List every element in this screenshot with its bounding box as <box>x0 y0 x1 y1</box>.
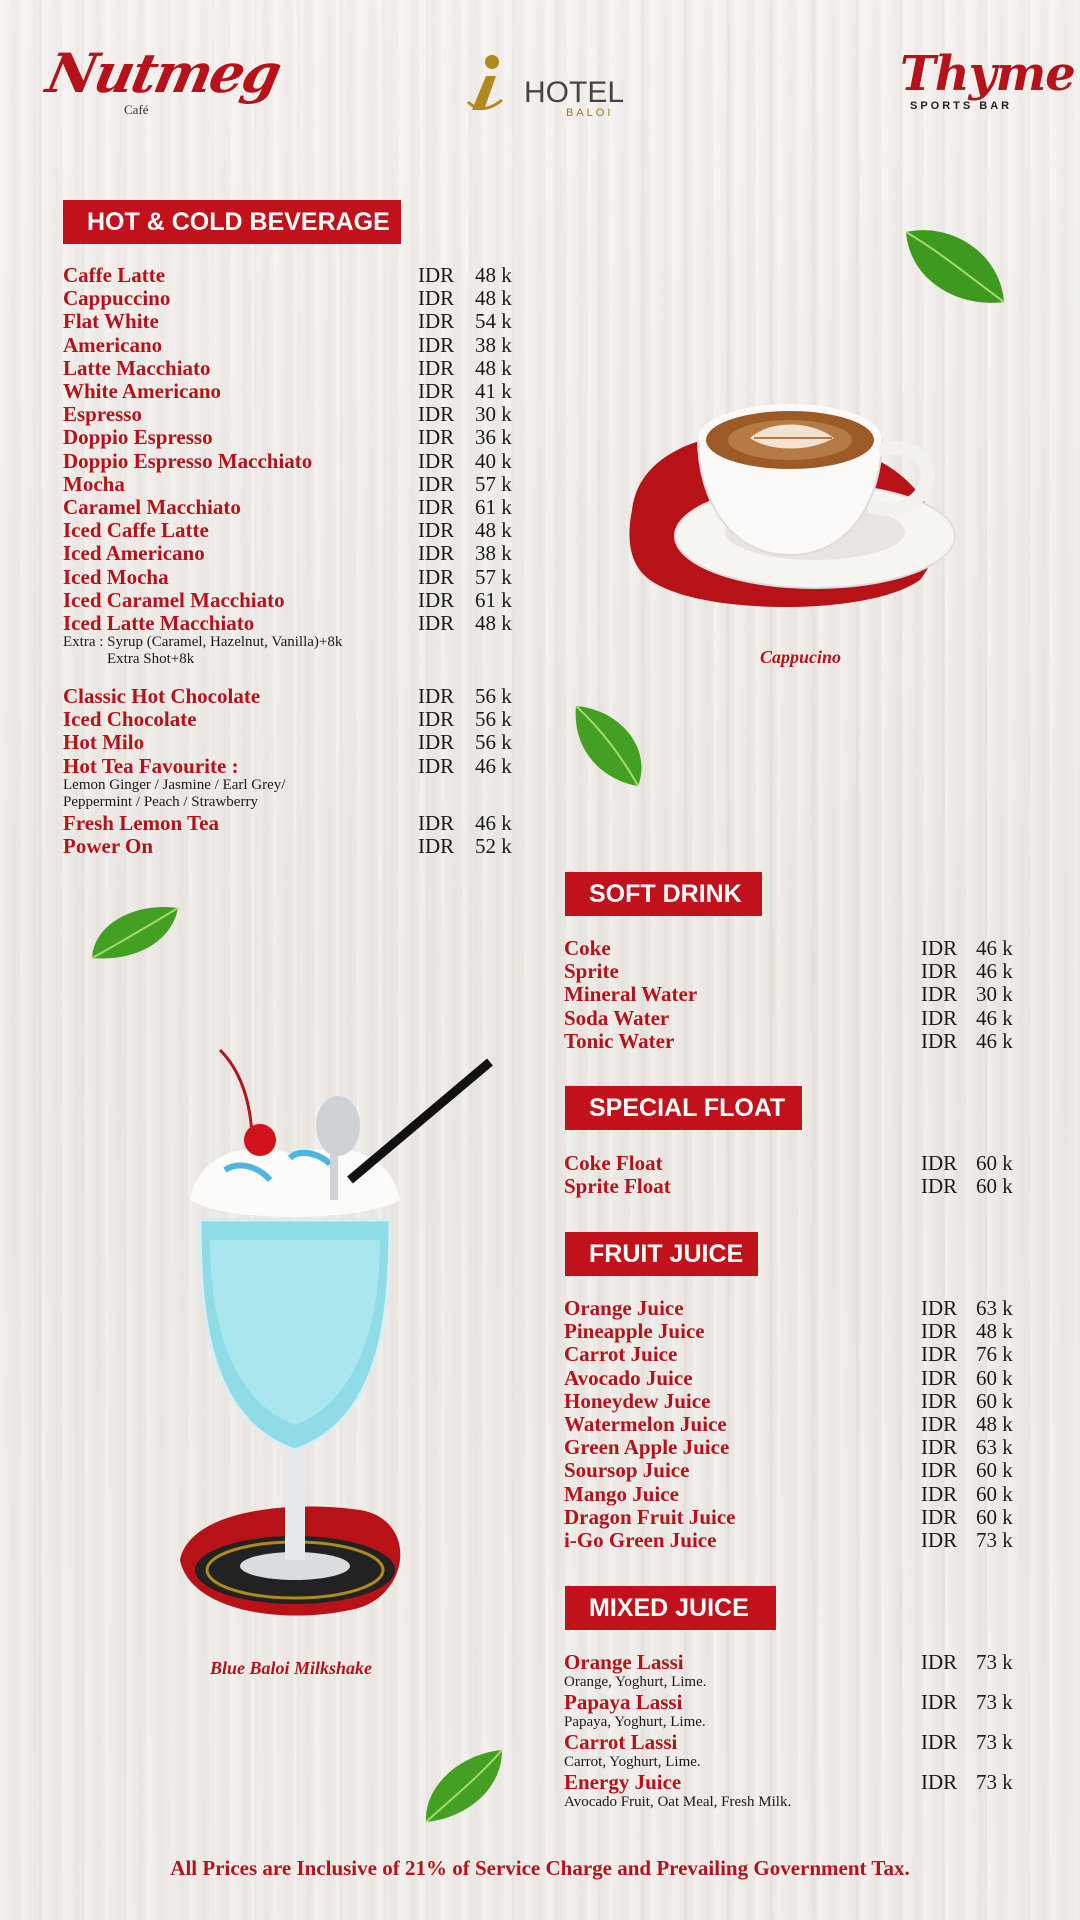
menu-item-name: Coke Float <box>564 1151 663 1175</box>
menu-item-name: Classic Hot Chocolate <box>63 684 261 708</box>
menu-item-currency: IDR <box>921 1528 958 1552</box>
menu-item-name: Sprite <box>564 959 619 984</box>
hotel-i-mark-icon <box>466 50 506 120</box>
nutmeg-cafe-logo <box>41 40 286 130</box>
blue-milkshake-image <box>170 1040 500 1630</box>
menu-item-name: Iced Latte Macchiato <box>63 611 255 635</box>
menu-item-name: Caramel Macchiato <box>63 495 241 519</box>
menu-item <box>564 1390 1024 1413</box>
menu-item-currency: IDR <box>921 1005 958 1030</box>
menu-item <box>63 755 523 778</box>
thyme-logo-sub: SPORTS BAR <box>910 100 1013 112</box>
extra-note: Extra Shot+8k <box>107 651 195 667</box>
menu-item-currency: IDR <box>418 611 455 635</box>
menu-item <box>564 1691 1024 1714</box>
menu-item-name: Orange Juice <box>564 1296 684 1320</box>
menu-item-description: Papaya, Yoghurt, Lime. <box>564 1714 706 1730</box>
menu-item-currency: IDR <box>921 1730 958 1754</box>
menu-item-price: 48 k <box>475 286 512 311</box>
menu-item <box>564 1506 1024 1529</box>
menu-item-name: Iced Caffe Latte <box>63 518 209 543</box>
menu-item-currency: IDR <box>921 1365 958 1390</box>
menu-item <box>63 835 523 858</box>
menu-item-price: 46 k <box>976 936 1013 960</box>
menu-item <box>564 1651 1024 1674</box>
menu-item-currency: IDR <box>418 355 455 380</box>
menu-item-name: Soursop Juice <box>564 1458 690 1483</box>
menu-item-name: Coke <box>564 936 611 960</box>
menu-item-name: Mango Juice <box>564 1481 679 1506</box>
menu-item-currency: IDR <box>418 495 455 519</box>
menu-item <box>63 685 523 708</box>
menu-item-price: 60 k <box>976 1365 1013 1390</box>
menu-item-name: Iced Mocha <box>63 564 169 589</box>
price-disclaimer: All Prices are Inclusive of 21% of Service Charge and Prevailing Government Tax. <box>170 1856 910 1880</box>
menu-item-price: 61 k <box>475 495 512 519</box>
menu-item-name: Carrot Juice <box>564 1342 678 1367</box>
menu-item <box>63 287 523 310</box>
menu-item-name: Mocha <box>63 471 125 496</box>
menu-item-name: Doppio Espresso Macchiato <box>63 448 313 473</box>
menu-item-name: Honeydew Juice <box>564 1388 711 1413</box>
menu-item-currency: IDR <box>921 1435 958 1460</box>
menu-item-currency: IDR <box>921 1481 958 1506</box>
menu-item <box>63 310 523 333</box>
menu-item-price: 46 k <box>976 1005 1013 1030</box>
thyme-sports-bar-logo <box>900 44 1075 124</box>
menu-item-currency: IDR <box>418 707 455 732</box>
menu-item-currency: IDR <box>418 471 455 496</box>
menu-item-name: Soda Water <box>564 1005 670 1030</box>
menu-item <box>63 542 523 565</box>
menu-item-price: 46 k <box>475 753 512 778</box>
menu-item-name: Doppio Espresso <box>63 425 213 450</box>
section-header-mixed-juice: MIXED JUICE <box>565 1586 776 1630</box>
menu-item-currency: IDR <box>418 541 455 566</box>
hotel-logo-sub: BALOI <box>566 107 614 119</box>
menu-item-price: 61 k <box>475 587 512 612</box>
menu-item-currency: IDR <box>921 1650 958 1674</box>
menu-item-currency: IDR <box>921 959 958 984</box>
thyme-logo-text: Thyme <box>900 46 1075 102</box>
menu-item-currency: IDR <box>921 1319 958 1344</box>
menu-item-name: Hot Milo <box>63 730 145 755</box>
menu-item-name: Dragon Fruit Juice <box>564 1504 736 1529</box>
menu-item-price: 36 k <box>475 425 512 450</box>
menu-item <box>564 983 1024 1006</box>
leaf-icon <box>572 700 652 790</box>
menu-item <box>63 334 523 357</box>
menu-item-price: 76 k <box>976 1342 1013 1367</box>
menu-item-price: 46 k <box>976 1028 1013 1053</box>
menu-item-price: 40 k <box>475 448 512 473</box>
menu-item <box>63 496 523 519</box>
menu-item <box>63 566 523 589</box>
milkshake-caption: Blue Baloi Milkshake <box>210 1658 373 1678</box>
menu-item-name: i-Go Green Juice <box>564 1528 717 1552</box>
menu-item-name: Mineral Water <box>564 982 698 1007</box>
menu-item <box>564 1175 1024 1198</box>
menu-item-name: Pineapple Juice <box>564 1319 705 1344</box>
menu-item-price: 48 k <box>475 518 512 543</box>
leaf-icon <box>900 222 1010 312</box>
menu-item <box>564 1007 1024 1030</box>
menu-item-currency: IDR <box>418 379 455 403</box>
menu-item-currency: IDR <box>418 564 455 589</box>
menu-item-name: Fresh Lemon Tea <box>63 811 219 835</box>
hotel-logo-text: HOTEL <box>524 76 625 109</box>
menu-item-currency: IDR <box>418 753 455 778</box>
menu-item-price: 60 k <box>976 1481 1013 1506</box>
nutmeg-logo-text: Nutmeg <box>41 41 286 105</box>
menu-item-price: 56 k <box>475 684 512 708</box>
menu-item-price: 30 k <box>976 982 1013 1007</box>
menu-item-currency: IDR <box>418 286 455 311</box>
menu-item <box>564 1320 1024 1343</box>
menu-item <box>63 403 523 426</box>
menu-item <box>63 426 523 449</box>
menu-item-currency: IDR <box>418 425 455 450</box>
menu-item <box>63 708 523 731</box>
menu-item <box>564 1483 1024 1506</box>
menu-item <box>564 1529 1024 1552</box>
menu-item-price: 48 k <box>475 263 512 287</box>
nutmeg-logo-sub: Café <box>124 102 149 117</box>
menu-item-price: 73 k <box>976 1650 1013 1674</box>
menu-item-currency: IDR <box>921 1296 958 1320</box>
menu-item <box>63 731 523 754</box>
menu-item-currency: IDR <box>418 834 455 859</box>
menu-item <box>63 812 523 835</box>
menu-item <box>63 519 523 542</box>
tea-note: Peppermint / Peach / Strawberry <box>63 794 258 810</box>
menu-item-name: Americano <box>63 332 163 357</box>
menu-item-price: 52 k <box>475 834 512 859</box>
menu-item-currency: IDR <box>921 1504 958 1529</box>
menu-item-name: Iced Americano <box>63 541 205 566</box>
menu-item-name: White Americano <box>63 379 222 403</box>
menu-item-name: Papaya Lassi <box>564 1690 683 1714</box>
menu-item-currency: IDR <box>921 1690 958 1714</box>
menu-item-price: 73 k <box>976 1528 1013 1552</box>
menu-item-price: 30 k <box>475 402 512 427</box>
menu-item <box>564 960 1024 983</box>
menu-item <box>63 473 523 496</box>
menu-item-currency: IDR <box>921 1174 958 1199</box>
menu-item-currency: IDR <box>921 1770 958 1794</box>
menu-item-currency: IDR <box>418 518 455 543</box>
menu-item-price: 73 k <box>976 1730 1013 1754</box>
menu-item <box>564 1459 1024 1482</box>
menu-item-currency: IDR <box>418 263 455 287</box>
menu-item-price: 73 k <box>976 1770 1013 1794</box>
menu-item-description: Avocado Fruit, Oat Meal, Fresh Milk. <box>564 1794 792 1810</box>
menu-item-currency: IDR <box>921 982 958 1007</box>
menu-item <box>63 589 523 612</box>
section-header-special-float: SPECIAL FLOAT <box>565 1086 802 1130</box>
menu-item-price: 38 k <box>475 332 512 357</box>
cappuccino-caption: Cappucino <box>760 647 842 667</box>
section-header-hot-cold-beverage: HOT & COLD BEVERAGE <box>63 200 401 244</box>
menu-item <box>564 1343 1024 1366</box>
menu-item-price: 57 k <box>475 471 512 496</box>
menu-item <box>564 1731 1024 1754</box>
menu-item-price: 63 k <box>976 1435 1013 1460</box>
menu-item-currency: IDR <box>921 1342 958 1367</box>
menu-item-name: Avocado Juice <box>564 1365 693 1390</box>
menu-item-name: Espresso <box>63 402 142 427</box>
menu-item-name: Flat White <box>63 309 159 334</box>
menu-item-name: Hot Tea Favourite : <box>63 753 239 778</box>
menu-item-currency: IDR <box>418 309 455 334</box>
menu-item-price: 57 k <box>475 564 512 589</box>
menu-item <box>564 1152 1024 1175</box>
menu-item <box>564 1413 1024 1436</box>
menu-item-price: 60 k <box>976 1151 1013 1175</box>
menu-item <box>63 380 523 403</box>
menu-item-description: Orange, Yoghurt, Lime. <box>564 1674 707 1690</box>
menu-item-description: Carrot, Yoghurt, Lime. <box>564 1754 701 1770</box>
menu-item-currency: IDR <box>418 402 455 427</box>
menu-item-name: Energy Juice <box>564 1770 682 1794</box>
menu-item-name: Tonic Water <box>564 1028 675 1053</box>
tea-note: Lemon Ginger / Jasmine / Earl Grey/ <box>63 777 286 793</box>
menu-item-name: Caffe Latte <box>63 263 166 287</box>
menu-item-currency: IDR <box>418 811 455 835</box>
extra-note: Extra : Syrup (Caramel, Hazelnut, Vanilla)+8k <box>63 634 343 650</box>
menu-item-price: 56 k <box>475 707 512 732</box>
menu-item-currency: IDR <box>921 1388 958 1413</box>
menu-item-name: Power On <box>63 834 154 859</box>
menu-item-price: 60 k <box>976 1388 1013 1413</box>
menu-item-price: 73 k <box>976 1690 1013 1714</box>
menu-item-currency: IDR <box>921 1412 958 1436</box>
menu-item-price: 56 k <box>475 730 512 755</box>
menu-item-price: 38 k <box>475 541 512 566</box>
menu-item-currency: IDR <box>418 332 455 357</box>
section-header-soft-drink: SOFT DRINK <box>565 872 762 916</box>
menu-item-price: 60 k <box>976 1458 1013 1483</box>
menu-item-name: Cappuccino <box>63 286 171 311</box>
menu-item <box>63 612 523 635</box>
menu-item <box>564 1297 1024 1320</box>
menu-item-price: 60 k <box>976 1174 1013 1199</box>
menu-item-name: Carrot Lassi <box>564 1730 678 1754</box>
menu-item-name: Iced Chocolate <box>63 707 197 732</box>
menu-item-currency: IDR <box>418 730 455 755</box>
menu-item-price: 60 k <box>976 1504 1013 1529</box>
menu-item-price: 54 k <box>475 309 512 334</box>
menu-item-price: 63 k <box>976 1296 1013 1320</box>
menu-item-currency: IDR <box>921 936 958 960</box>
menu-item-price: 48 k <box>976 1412 1013 1436</box>
menu-item <box>564 1436 1024 1459</box>
menu-item <box>63 357 523 380</box>
menu-item-currency: IDR <box>921 1458 958 1483</box>
menu-item-name: Sprite Float <box>564 1174 671 1199</box>
menu-item-price: 48 k <box>475 355 512 380</box>
menu-item-price: 46 k <box>475 811 512 835</box>
menu-item-currency: IDR <box>921 1151 958 1175</box>
leaf-icon <box>88 902 180 964</box>
menu-item-currency: IDR <box>418 587 455 612</box>
menu-item <box>564 1367 1024 1390</box>
menu-item <box>564 1030 1024 1053</box>
leaf-icon <box>420 1746 506 1824</box>
menu-item <box>564 937 1024 960</box>
menu-item-name: Green Apple Juice <box>564 1435 730 1460</box>
menu-item <box>63 450 523 473</box>
menu-item-currency: IDR <box>921 1028 958 1053</box>
menu-item-name: Latte Macchiato <box>63 355 211 380</box>
menu-item-name: Iced Caramel Macchiato <box>63 587 285 612</box>
menu-item-name: Watermelon Juice <box>564 1412 727 1436</box>
menu-item-price: 41 k <box>475 379 512 403</box>
menu-item <box>63 264 523 287</box>
menu-item-price: 46 k <box>976 959 1013 984</box>
menu-item-currency: IDR <box>418 684 455 708</box>
menu-item-currency: IDR <box>418 448 455 473</box>
section-header-fruit-juice: FRUIT JUICE <box>565 1232 758 1276</box>
menu-item <box>564 1771 1024 1794</box>
menu-item-price: 48 k <box>976 1319 1013 1344</box>
menu-item-name: Orange Lassi <box>564 1650 684 1674</box>
hotel-baloi-logo <box>466 50 626 120</box>
cappuccino-image <box>620 380 960 620</box>
menu-item-price: 48 k <box>475 611 512 635</box>
